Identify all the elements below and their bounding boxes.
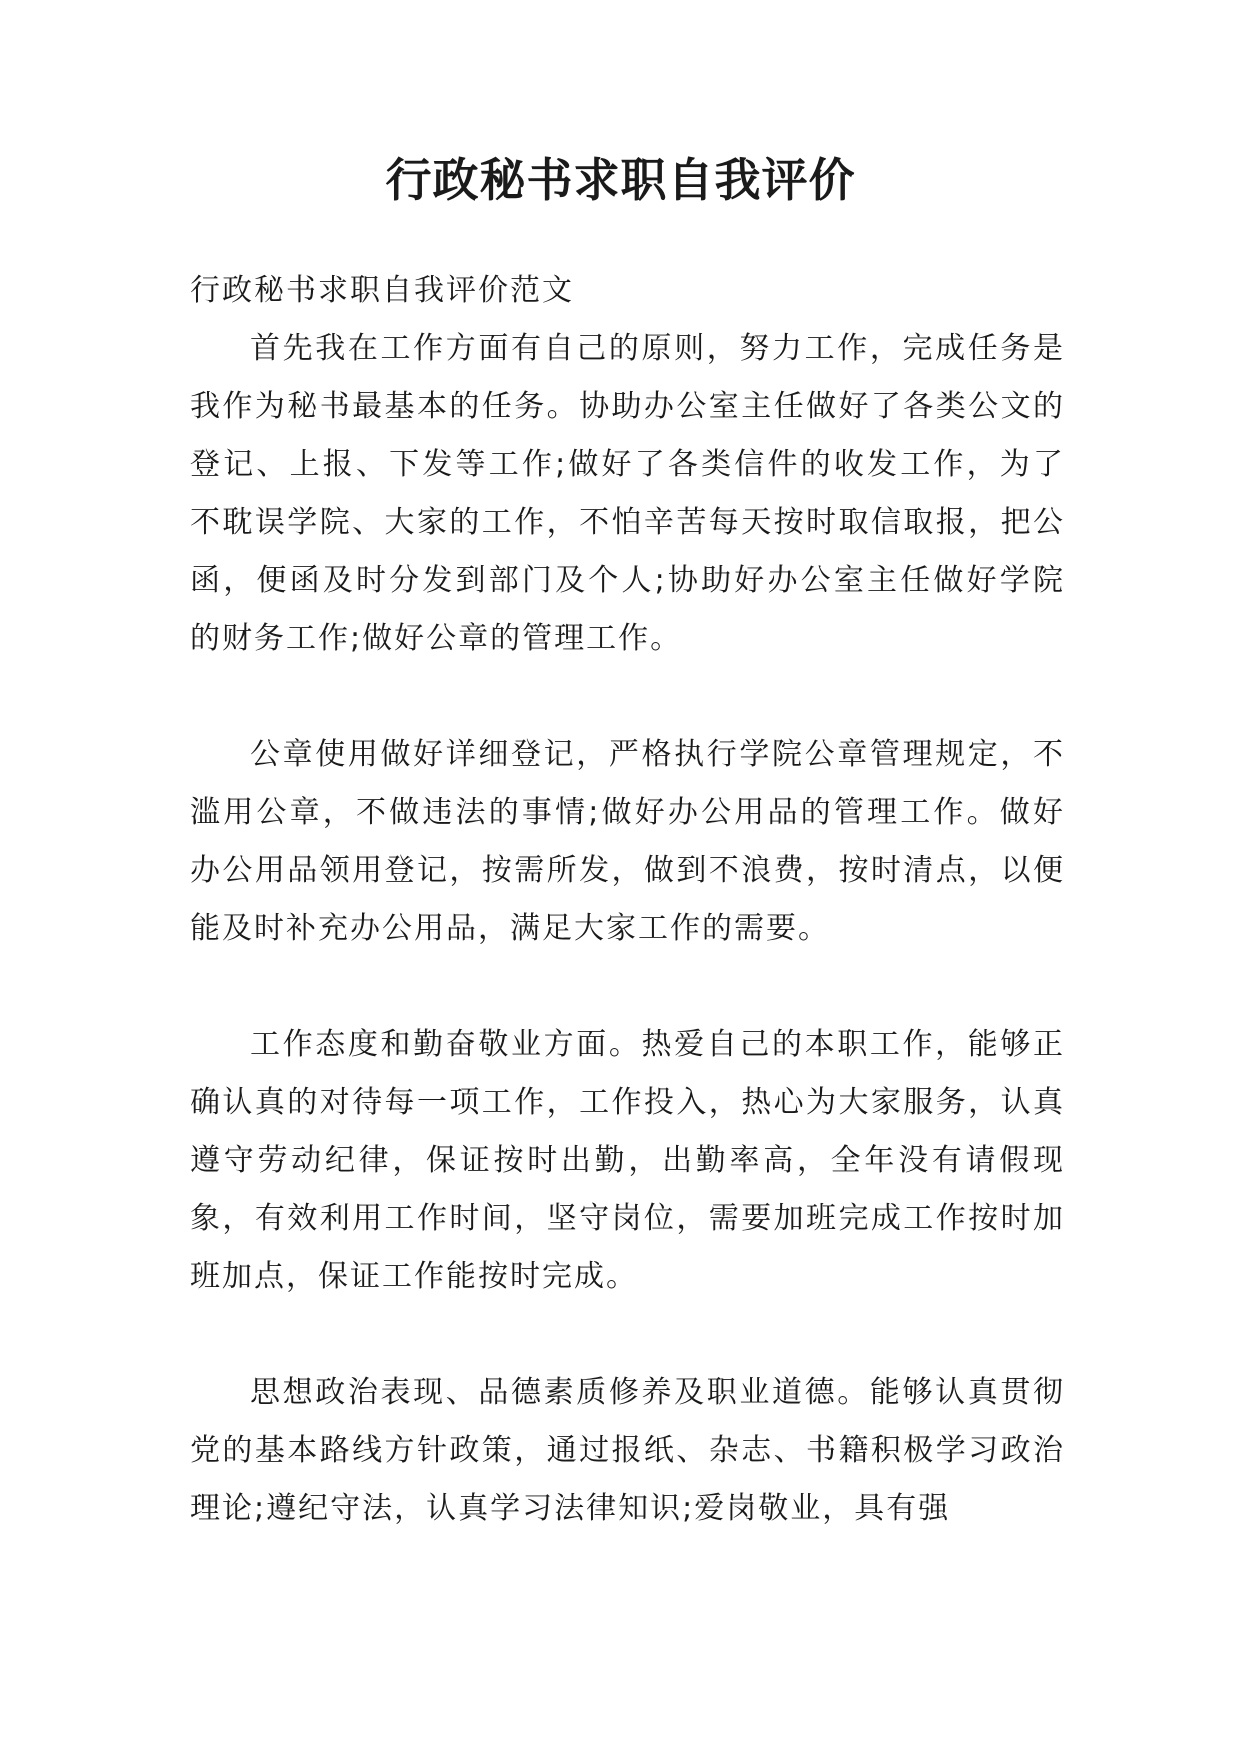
document-body: [190, 262, 1065, 1538]
paragraph-spacer: [190, 1306, 1065, 1364]
paragraph-1: 首先我在工作方面有自己的原则，努力工作，完成任务是我作为秘书最基本的任务。协助办公室主任做好了各类公文的登记、上报、下发等工作;做好了各类信件的收发工作，为了不耽误学院、大家的工作，不怕辛苦每天按时取信取报，把公函，便函及时分发到部门及个人;协助好办公室主任做好学院的财务工作;做好公章的管理工作。: [190, 331, 1065, 656]
document-title: 行政秘书求职自我评价: [385, 153, 856, 207]
document-subtitle: 行政秘书求职自我评价范文: [190, 273, 574, 308]
paragraph-2: 公章使用做好详细登记，严格执行学院公章管理规定，不滥用公章，不做违法的事情;做好办公用品的管理工作。做好办公用品领用登记，按需所发，做到不浪费，按时清点，以便能及时补充办公用品，满足大家工作的需要。: [190, 737, 1065, 946]
paragraph-spacer: [190, 958, 1065, 1016]
paragraph-3: 工作态度和勤奋敬业方面。热爱自己的本职工作，能够正确认真的对待每一项工作，工作投入，热心为大家服务，认真遵守劳动纪律，保证按时出勤，出勤率高，全年没有请假现象，有效利用工作时间，坚守岗位，需要加班完成工作按时加班加点，保证工作能按时完成。: [190, 1027, 1065, 1294]
paragraph-4: 思想政治表现、品德素质修养及职业道德。能够认真贯彻党的基本路线方针政策，通过报纸、杂志、书籍积极学习政治理论;遵纪守法，认真学习法律知识;爱岗敬业，具有强: [190, 1375, 1065, 1526]
paragraph-spacer: [190, 668, 1065, 726]
